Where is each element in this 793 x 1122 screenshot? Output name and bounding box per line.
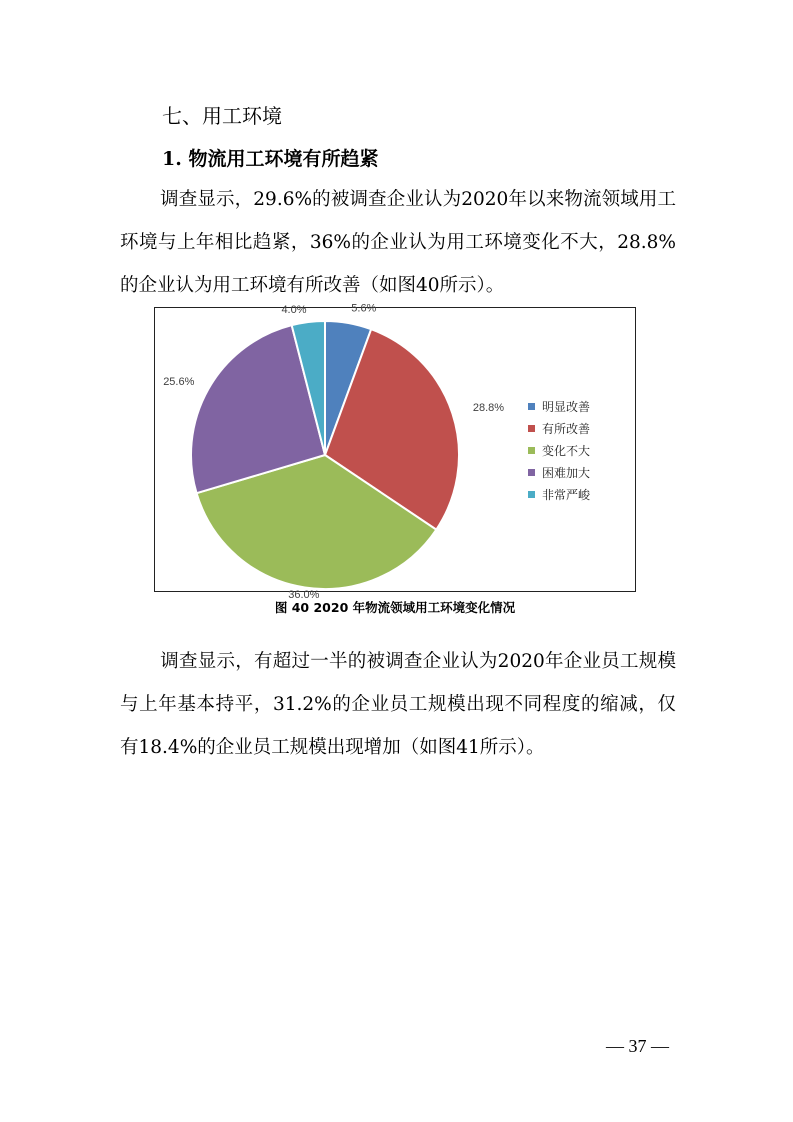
- legend-swatch: [528, 403, 535, 410]
- legend-item: [528, 439, 590, 461]
- pie-chart: [154, 302, 636, 602]
- pie-slice-label-2: 28.8%: [472, 401, 505, 414]
- legend-item: [528, 483, 590, 505]
- paragraph-1-text: 调查显示，29.6%的被调查企业认为2020年以来物流领域用工环境与上年相比趋紧，36%的企业认为用工环境变化不大，28.8%的企业认为用工环境有所改善（如图40所示）。: [120, 189, 676, 296]
- legend-item: [528, 461, 590, 483]
- legend-swatch: [528, 491, 535, 498]
- legend-label: 非常严峻: [542, 487, 591, 502]
- section-heading: 七、用工环境: [162, 104, 282, 128]
- subsection-heading: 1. 物流用工环境有所趋紧: [162, 148, 379, 170]
- legend-label: 变化不大: [542, 443, 591, 458]
- pie-slice-label-1: 5.6%: [351, 302, 377, 315]
- legend-swatch: [528, 469, 535, 476]
- legend-swatch: [528, 425, 535, 432]
- pie-slice-label-5: 4.0%: [281, 303, 307, 316]
- legend-swatch: [528, 447, 535, 454]
- paragraph-1: [120, 178, 676, 307]
- page-number: — 37 —: [606, 1036, 669, 1056]
- pie-slice-label-3: 36.0%: [288, 589, 320, 602]
- legend-label: 困难加大: [542, 465, 591, 480]
- legend-label: 有所改善: [542, 421, 591, 436]
- legend-label: 明显改善: [542, 399, 591, 414]
- paragraph-2: [120, 640, 676, 769]
- chart-legend: [528, 395, 590, 505]
- legend-item: [528, 417, 590, 439]
- figure-caption: 图 40 2020 年物流领域用工环境变化情况: [274, 600, 516, 615]
- pie-slice-label-4: 25.6%: [163, 376, 195, 389]
- paragraph-2-text: 调查显示，有超过一半的被调查企业认为2020年企业员工规模与上年基本持平，31.2%的企业员工规模出现不同程度的缩减，仅有18.4%的企业员工规模出现增加（如图41所示）。: [120, 651, 676, 758]
- legend-item: [528, 395, 590, 417]
